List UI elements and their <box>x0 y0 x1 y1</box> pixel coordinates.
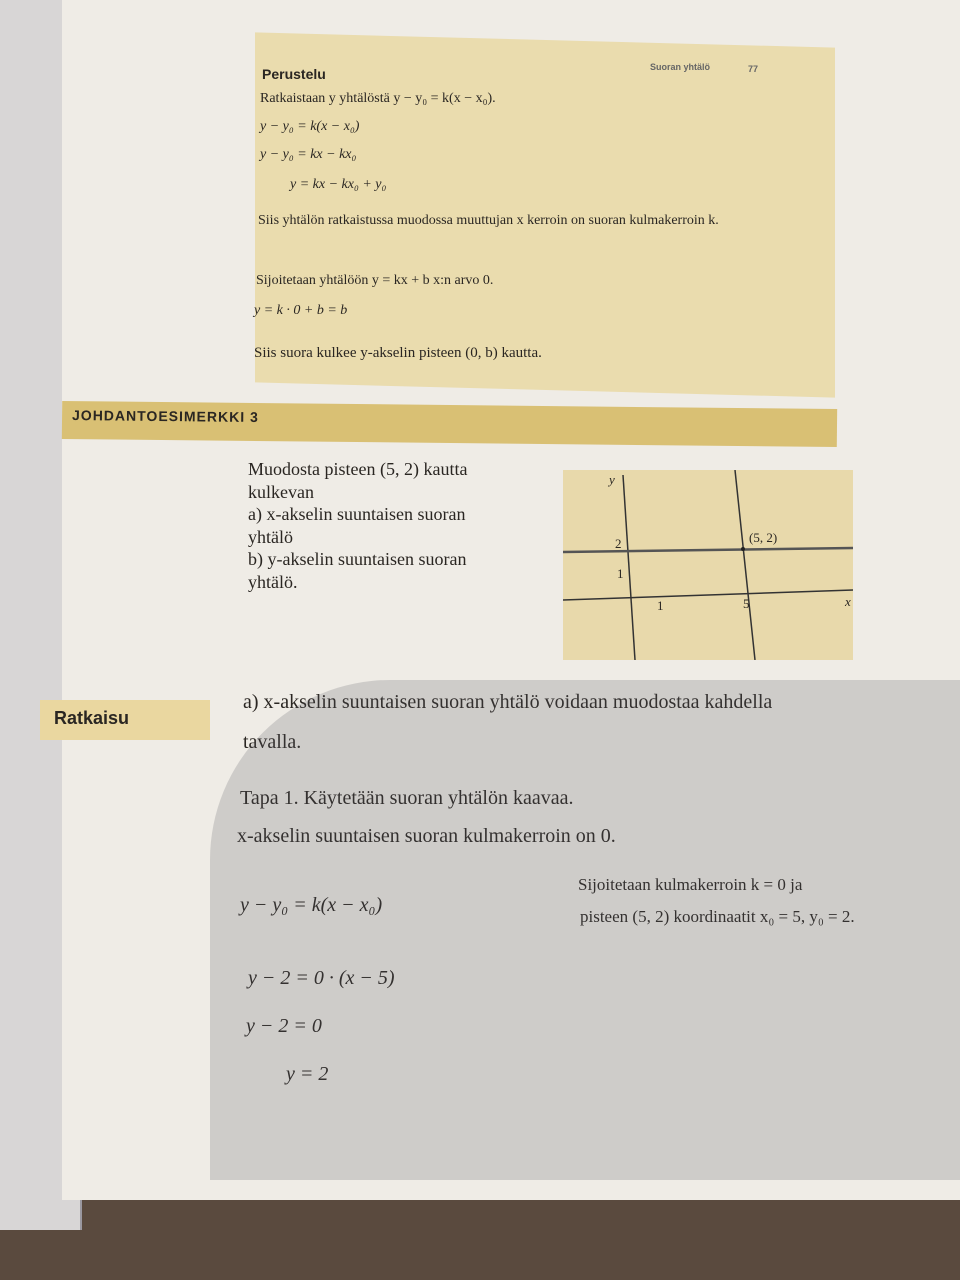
example-line: kulkevan <box>248 481 314 502</box>
note-line2: pisteen (5, 2) koordinaatit x₀ = 5, y₀ = 2. <box>580 907 855 926</box>
y-axis-label: y <box>609 472 615 487</box>
conclusion-1: Siis yhtälön ratkaistussa muodossa muuttujan x kerroin on suoran kulmakerroin k. <box>258 213 719 228</box>
coordinate-graph <box>563 470 853 660</box>
x-axis-label: x <box>845 594 851 609</box>
solution-a-line2: tavalla. <box>243 731 302 753</box>
tapa-1: Tapa 1. Käytetään suoran yhtälön kaavaa. <box>240 787 574 809</box>
tick-label-5: 5 <box>743 596 750 611</box>
example-line: yhtälö <box>248 526 293 547</box>
step-2: y − y₀ = kx − kx₀ <box>260 147 357 162</box>
example-text <box>248 458 467 593</box>
tick-label-1x: 1 <box>657 598 664 613</box>
point-label: (5, 2) <box>749 530 778 545</box>
line-formula: y − y₀ = k(x − x₀) <box>240 894 383 916</box>
example-line: a) x-akselin suuntaisen suoran <box>248 504 466 524</box>
hand-shadow <box>210 680 960 1180</box>
tick-label-1y: 1 <box>617 566 624 581</box>
solution-step-3: y = 2 <box>286 1063 329 1085</box>
conclusion-2: Siis suora kulkee y-akselin pisteen (0, b) kautta. <box>254 345 542 361</box>
example-line: yhtälö. <box>248 571 298 592</box>
x-axis <box>563 590 853 600</box>
page-number: 77 <box>748 64 759 74</box>
substitute-result: y = k · 0 + b = b <box>254 303 348 318</box>
tick-label-2: 2 <box>615 536 622 551</box>
example-line: Muodosta pisteen (5, 2) kautta <box>248 459 468 479</box>
y-axis <box>623 475 635 660</box>
solution-step-2: y − 2 = 0 <box>246 1015 322 1037</box>
slope-statement: x-akselin suuntaisen suoran kulmakerroin on 0. <box>237 825 616 847</box>
solution-a-line1: a) x-akselin suuntaisen suoran yhtälö voidaan muodostaa kahdella <box>243 691 773 713</box>
note-line1: Sijoitetaan kulmakerroin k = 0 ja <box>578 875 803 894</box>
solution-label: Ratkaisu <box>40 700 210 740</box>
step-1: y − y₀ = k(x − x₀) <box>260 119 360 134</box>
perustelu-title: Perustelu <box>262 66 326 82</box>
step-3: y = kx − kx₀ + y₀ <box>290 177 387 192</box>
point-5-2 <box>741 547 745 551</box>
running-title: Suoran yhtälö <box>650 62 711 72</box>
graph-lines <box>563 470 853 660</box>
example-heading: JOHDANTOESIMERKKI 3 <box>62 401 837 447</box>
solution-step-1: y − 2 = 0 · (x − 5) <box>248 967 395 989</box>
substitute-text: Sijoitetaan yhtälöön y = kx + b x:n arvo 0. <box>256 273 494 288</box>
perustelu-intro: Ratkaistaan y yhtälöstä y − y₀ = k(x − x₀). <box>260 91 496 106</box>
horizontal-line-y2 <box>563 548 853 552</box>
example-line: b) y-akselin suuntaisen suoran <box>248 549 467 569</box>
vertical-line-x5 <box>735 470 755 660</box>
